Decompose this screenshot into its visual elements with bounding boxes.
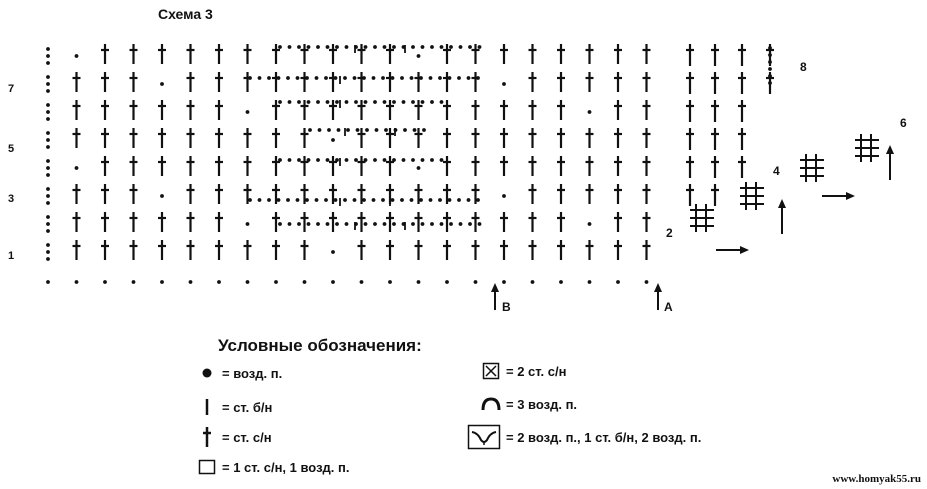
chain-dot <box>132 280 136 284</box>
chain-dot <box>305 198 309 202</box>
chain-dot <box>75 54 79 58</box>
chain-dot <box>383 100 387 104</box>
row-label-7: 7 <box>8 83 15 95</box>
chain-dot <box>296 198 300 202</box>
chain-dot <box>392 100 396 104</box>
chain-dot <box>307 100 311 104</box>
chain-dot <box>296 76 300 80</box>
chain-dot <box>768 74 772 78</box>
chain-dot <box>353 76 357 80</box>
crossed-square-icon <box>480 360 502 382</box>
chain-dot <box>449 222 453 226</box>
marker-row-8: 8 <box>800 60 807 74</box>
chain-dot <box>308 128 312 132</box>
chain-dot <box>468 45 472 49</box>
chain-dot <box>46 250 50 254</box>
chain-dot <box>417 280 421 284</box>
chain-dot <box>46 159 50 163</box>
square-icon <box>196 456 218 478</box>
chain-dot <box>46 187 50 191</box>
chain-dot <box>160 194 164 198</box>
marker-a: А <box>664 300 673 314</box>
row-label-3: 3 <box>8 193 15 205</box>
chain-dot <box>457 76 461 80</box>
chain-dot <box>46 138 50 142</box>
legend-item-single-crochet <box>196 396 272 418</box>
chain-dot <box>372 76 376 80</box>
chain-dot <box>326 45 330 49</box>
chain-dot <box>345 100 349 104</box>
legend-text-square: = 1 ст. с/н, 1 возд. п. <box>222 459 350 475</box>
chain-dot <box>381 76 385 80</box>
chain-dot <box>297 100 301 104</box>
chain-dot <box>267 198 271 202</box>
chain-dot <box>392 158 396 162</box>
chain-dot <box>430 100 434 104</box>
chain-dot <box>400 76 404 80</box>
chain-dot <box>449 45 453 49</box>
chain-dot <box>360 280 364 284</box>
chain-dot <box>46 166 50 170</box>
chain-dot <box>616 280 620 284</box>
chain-dot <box>421 158 425 162</box>
chain-dot <box>391 76 395 80</box>
v-loop-icon <box>466 423 502 451</box>
chain-dot <box>645 280 649 284</box>
chain-dot <box>46 215 50 219</box>
chain-dot <box>531 280 535 284</box>
marker-b: В <box>502 300 511 314</box>
legend-text-crossed-square: = 2 ст. с/н <box>506 363 567 379</box>
chain-dot <box>248 76 252 80</box>
chain-dot <box>278 222 282 226</box>
chain-dot <box>383 222 387 226</box>
chain-dot <box>258 198 262 202</box>
chain-dot <box>410 198 414 202</box>
chain-dot <box>478 222 482 226</box>
chain-dot <box>288 100 292 104</box>
legend-text-double-crochet: = ст. с/н <box>222 429 272 445</box>
chain-dot <box>343 198 347 202</box>
chain-dot <box>421 45 425 49</box>
chain-dot <box>392 45 396 49</box>
chain-dot <box>400 198 404 202</box>
chain-dot <box>286 198 290 202</box>
chain-dot <box>326 100 330 104</box>
chain-dot <box>392 222 396 226</box>
chain-dot <box>316 222 320 226</box>
chain-dot <box>46 110 50 114</box>
chain-dot <box>277 198 281 202</box>
chain-dot <box>410 76 414 80</box>
chart-title: Схема 3 <box>158 6 213 22</box>
chain-dot <box>335 45 339 49</box>
chain-dot <box>476 76 480 80</box>
arrow-head <box>740 246 749 254</box>
chain-dot <box>588 110 592 114</box>
chain-dot <box>354 158 358 162</box>
chain-dot <box>402 158 406 162</box>
chain-dot <box>768 46 772 50</box>
chain-dot <box>364 222 368 226</box>
chain-dot <box>411 100 415 104</box>
chain-dot <box>324 76 328 80</box>
arrow-head <box>846 192 855 200</box>
arrow-head <box>778 199 786 208</box>
marker-row-6: 6 <box>900 116 907 130</box>
chain-dot <box>421 222 425 226</box>
watermark: www.homyak55.ru <box>832 473 921 485</box>
chain-dot <box>440 100 444 104</box>
chain-dot <box>246 222 250 226</box>
chain-dot <box>307 45 311 49</box>
chain-dot <box>267 76 271 80</box>
chain-dot <box>288 222 292 226</box>
chain-dot <box>327 128 331 132</box>
chain-dot <box>588 222 592 226</box>
chain-dot <box>277 76 281 80</box>
chain-dot <box>403 128 407 132</box>
chain-dot <box>297 158 301 162</box>
arrow-head <box>886 145 894 154</box>
chain-dot <box>46 257 50 261</box>
chain-dot <box>46 117 50 121</box>
chain-dot <box>331 138 335 142</box>
chain-dot <box>307 158 311 162</box>
dot-icon <box>196 362 218 384</box>
chain-dot <box>189 280 193 284</box>
chain-dot <box>356 128 360 132</box>
chain-dot <box>440 45 444 49</box>
chain-dot <box>324 198 328 202</box>
arrow-head <box>654 283 662 292</box>
chain-dot <box>345 158 349 162</box>
chain-dot <box>318 128 322 132</box>
chain-dot <box>46 54 50 58</box>
chain-dot <box>502 280 506 284</box>
chain-dot <box>474 280 478 284</box>
chain-dot <box>411 158 415 162</box>
chain-dot <box>248 198 252 202</box>
chain-dot <box>46 229 50 233</box>
chain-dot <box>331 280 335 284</box>
chain-dot <box>103 280 107 284</box>
dagger-icon <box>196 426 218 448</box>
chain-dot <box>334 76 338 80</box>
chain-dot <box>440 222 444 226</box>
chain-dot <box>448 198 452 202</box>
legend-item-square <box>196 456 349 478</box>
chain-dot <box>445 280 449 284</box>
chain-dot <box>217 280 221 284</box>
chain-dot <box>288 45 292 49</box>
chain-dot <box>373 158 377 162</box>
chain-dot <box>467 198 471 202</box>
chain-dot <box>383 158 387 162</box>
chain-dot <box>421 100 425 104</box>
chain-dot <box>160 82 164 86</box>
chain-dot <box>467 76 471 80</box>
chain-dot <box>384 128 388 132</box>
marker-row-4: 4 <box>773 164 780 178</box>
chain-dot <box>297 222 301 226</box>
chain-dot <box>476 198 480 202</box>
chain-dot <box>364 100 368 104</box>
chain-dot <box>46 131 50 135</box>
chain-dot <box>402 100 406 104</box>
chain-dot <box>411 45 415 49</box>
chain-dot <box>448 76 452 80</box>
chain-dot <box>459 222 463 226</box>
chain-dot <box>438 76 442 80</box>
chain-dot <box>46 280 50 284</box>
chain-dot <box>278 100 282 104</box>
chain-dot <box>588 280 592 284</box>
chain-dot <box>768 81 772 85</box>
chain-dot <box>345 45 349 49</box>
chain-dot <box>46 103 50 107</box>
chain-dot <box>46 61 50 65</box>
chain-dot <box>373 100 377 104</box>
chain-dot <box>383 45 387 49</box>
chain-dot <box>288 158 292 162</box>
chain-dot <box>46 145 50 149</box>
chain-dot <box>274 280 278 284</box>
chain-dot <box>46 75 50 79</box>
chain-dot <box>316 45 320 49</box>
chain-dot <box>430 158 434 162</box>
chain-dot <box>429 76 433 80</box>
chain-dot <box>46 201 50 205</box>
chain-dot <box>46 173 50 177</box>
chain-dot <box>459 45 463 49</box>
chain-dot <box>768 67 772 71</box>
chain-dot <box>75 166 79 170</box>
legend-item-chain <box>196 362 282 384</box>
chain-dot <box>430 45 434 49</box>
chain-dot <box>246 110 250 114</box>
arrow-head <box>491 283 499 292</box>
legend-item-v-loop <box>466 423 701 451</box>
chain-dot <box>364 45 368 49</box>
chain-dot <box>303 280 307 284</box>
chain-dot <box>335 222 339 226</box>
chain-dot <box>297 45 301 49</box>
chain-dot <box>46 89 50 93</box>
chain-dot <box>373 45 377 49</box>
chain-dot <box>372 198 376 202</box>
chain-dot <box>46 243 50 247</box>
chain-dot <box>316 100 320 104</box>
bar-icon <box>196 396 218 418</box>
row-label-5: 5 <box>8 143 15 155</box>
chain-dot <box>419 76 423 80</box>
arc-icon <box>480 393 502 415</box>
chain-dot <box>337 128 341 132</box>
legend-text-chain: = возд. п. <box>222 365 283 381</box>
chain-dot <box>417 54 421 58</box>
chain-dot <box>375 128 379 132</box>
chain-dot <box>246 280 250 284</box>
chain-dot <box>331 250 335 254</box>
chain-dot <box>335 158 339 162</box>
chain-dot <box>417 166 421 170</box>
chain-dot <box>438 198 442 202</box>
chain-dot <box>430 222 434 226</box>
chain-dot <box>346 128 350 132</box>
chain-dot <box>373 222 377 226</box>
chain-dot <box>75 280 79 284</box>
legend-item-arc <box>480 393 577 415</box>
chain-dot <box>46 222 50 226</box>
chain-dot <box>388 280 392 284</box>
legend-item-double-crochet <box>196 426 272 448</box>
chain-dot <box>46 82 50 86</box>
chain-dot <box>768 53 772 57</box>
marker-row-2: 2 <box>666 226 673 240</box>
row-label-1: 1 <box>8 250 15 262</box>
chain-dot <box>326 158 330 162</box>
legend-text-single-crochet: = ст. б/н <box>222 399 273 415</box>
chain-dot <box>46 194 50 198</box>
chain-dot <box>258 76 262 80</box>
chain-dot <box>413 128 417 132</box>
chain-dot <box>559 280 563 284</box>
chain-dot <box>353 198 357 202</box>
chain-dot <box>46 47 50 51</box>
chain-dot <box>278 158 282 162</box>
chain-dot <box>315 76 319 80</box>
chain-dot <box>354 100 358 104</box>
chain-dot <box>457 198 461 202</box>
legend-heading: Условные обозначения: <box>218 336 422 355</box>
chain-dot <box>502 82 506 86</box>
chain-dot <box>362 198 366 202</box>
chain-dot <box>335 100 339 104</box>
chain-dot <box>391 198 395 202</box>
chain-dot <box>326 222 330 226</box>
legend-item-crossed-square <box>480 360 566 382</box>
chain-dot <box>362 76 366 80</box>
chain-dot <box>381 198 385 202</box>
chain-dot <box>305 76 309 80</box>
chain-dot <box>440 158 444 162</box>
legend-text-v-loop: = 2 возд. п., 1 ст. б/н, 2 возд. п. <box>506 429 702 445</box>
chain-dot <box>419 198 423 202</box>
chain-dot <box>364 158 368 162</box>
chain-dot <box>343 76 347 80</box>
chain-dot <box>160 280 164 284</box>
chain-dot <box>334 198 338 202</box>
chain-dot <box>478 45 482 49</box>
chain-dot <box>768 60 772 64</box>
chain-dot <box>365 128 369 132</box>
chain-dot <box>411 222 415 226</box>
chain-dot <box>345 222 349 226</box>
chain-dot <box>286 76 290 80</box>
chain-dot <box>316 158 320 162</box>
chain-dot <box>502 194 506 198</box>
chain-dot <box>307 222 311 226</box>
chain-dot <box>315 198 319 202</box>
chain-dot <box>468 222 472 226</box>
chain-dot <box>429 198 433 202</box>
legend-text-arc: = 3 возд. п. <box>506 396 578 412</box>
chain-dot <box>422 128 426 132</box>
chain-dot <box>278 45 282 49</box>
